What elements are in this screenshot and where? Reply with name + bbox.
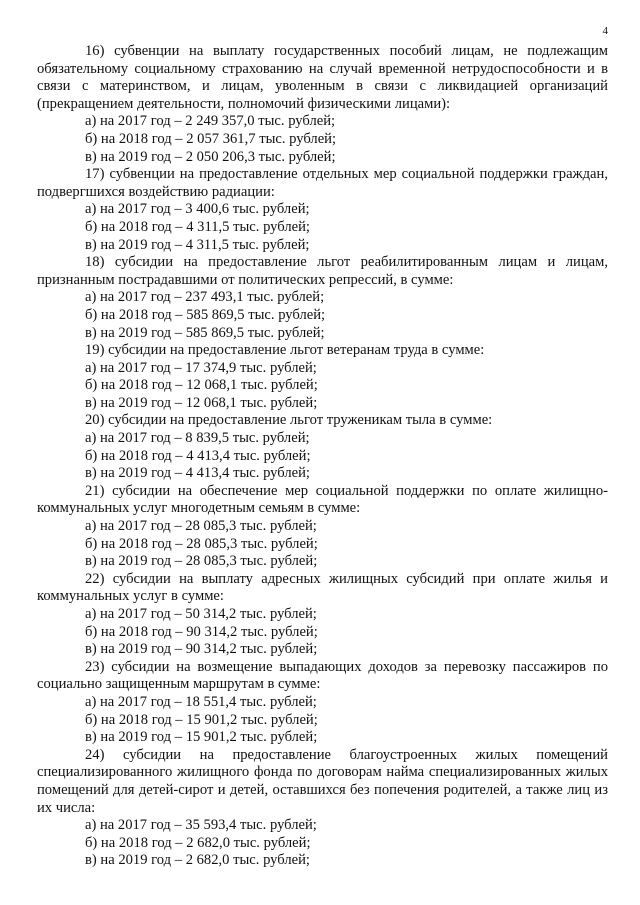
section-heading: 24) субсидии на предоставление благоустроенных жилых помещений специализированного жилищного фонда по договорам найма специализированных жилых помещений для детей-сирот и детей, оставшихся без попечения родителей, а также лиц из их числа: [37,746,608,816]
section-list-item: а) на 2017 год – 8 839,5 тыс. рублей; [85,430,310,447]
section-list-item: а) на 2017 год – 237 493,1 тыс. рублей; [85,289,325,306]
section-list-item: в) на 2019 год – 4 413,4 тыс. рублей; [85,465,310,482]
document-body [37,43,608,870]
section-list-item: а) на 2017 год – 18 551,4 тыс. рублей; [85,693,317,710]
section-heading: 20) субсидии на предоставление льгот труженикам тыла в сумме: [85,412,493,429]
section-list-item: а) на 2017 год – 35 593,4 тыс. рублей; [85,817,317,834]
section-list-item: в) на 2019 год – 15 901,2 тыс. рублей; [85,729,318,746]
section-list-item: б) на 2018 год – 90 314,2 тыс. рублей; [85,623,318,640]
section-list-item: б) на 2018 год – 2 682,0 тыс. рублей; [85,834,311,851]
section-heading: 22) субсидии на выплату адресных жилищных субсидий при оплате жилья и коммунальных услуг в сумме: [37,570,608,605]
section-list-item: а) на 2017 год – 3 400,6 тыс. рублей; [85,201,310,218]
section-list-item: в) на 2019 год – 2 682,0 тыс. рублей; [85,852,310,869]
section-heading: 18) субсидии на предоставление льгот реабилитированным лицам и лицам, признанным пострадавшими от политических репрессий, в сумме: [37,254,608,288]
section-list-item: в) на 2019 год – 28 085,3 тыс. рублей; [85,553,318,570]
section-list-item: б) на 2018 год – 2 057 361,7 тыс. рублей; [85,130,337,147]
page-number: 4 [602,25,608,37]
section-list-item: б) на 2018 год – 585 869,5 тыс. рублей; [85,306,326,323]
section-list-item: б) на 2018 год – 28 085,3 тыс. рублей; [85,535,318,552]
section-list-item: б) на 2018 год – 4 413,4 тыс. рублей; [85,447,311,464]
section-list-item: б) на 2018 год – 12 068,1 тыс. рублей; [85,377,318,394]
section-heading: 17) субвенции на предоставление отдельных мер социальной поддержки граждан, подвергшихся воздействию радиации: [37,166,608,200]
section-list-item: в) на 2019 год – 4 311,5 тыс. рублей; [85,236,310,253]
section-list-item: а) на 2017 год – 28 085,3 тыс. рублей; [85,518,317,535]
section-heading: 21) субсидии на обеспечение мер социальной поддержки по оплате жилищно-коммунальных услуг многодетным семьям в сумме: [37,482,608,517]
section-list-item: в) на 2019 год – 12 068,1 тыс. рублей; [85,394,318,411]
section-list-item: а) на 2017 год – 2 249 357,0 тыс. рублей; [85,113,336,130]
section-list-item: б) на 2018 год – 15 901,2 тыс. рублей; [85,711,318,728]
section-list-item: б) на 2018 год – 4 311,5 тыс. рублей; [85,218,310,235]
section-list-item: в) на 2019 год – 585 869,5 тыс. рублей; [85,324,325,341]
section-list-item: а) на 2017 год – 50 314,2 тыс. рублей; [85,606,317,622]
section-heading: 19) субсидии на предоставление льгот ветеранам труда в сумме: [85,342,485,359]
section-list-item: в) на 2019 год – 2 050 206,3 тыс. рублей; [85,148,336,165]
section-heading: 23) субсидии на возмещение выпадающих доходов за перевозку пассажиров по социально защищенным маршрутам в сумме: [37,658,608,693]
section-list-item: а) на 2017 год – 17 374,9 тыс. рублей; [85,359,317,376]
section-heading: 16) субвенции на выплату государственных пособий лицам, не подлежащим обязательному социальному страхованию на случай временной нетрудоспособности и в связи с материнством, и лицам, уволенным в связи с ликвидацией организаций (прекращением деятельности, полномочий физическими лицами): [37,43,608,112]
section-list-item: в) на 2019 год – 90 314,2 тыс. рублей; [85,641,318,658]
